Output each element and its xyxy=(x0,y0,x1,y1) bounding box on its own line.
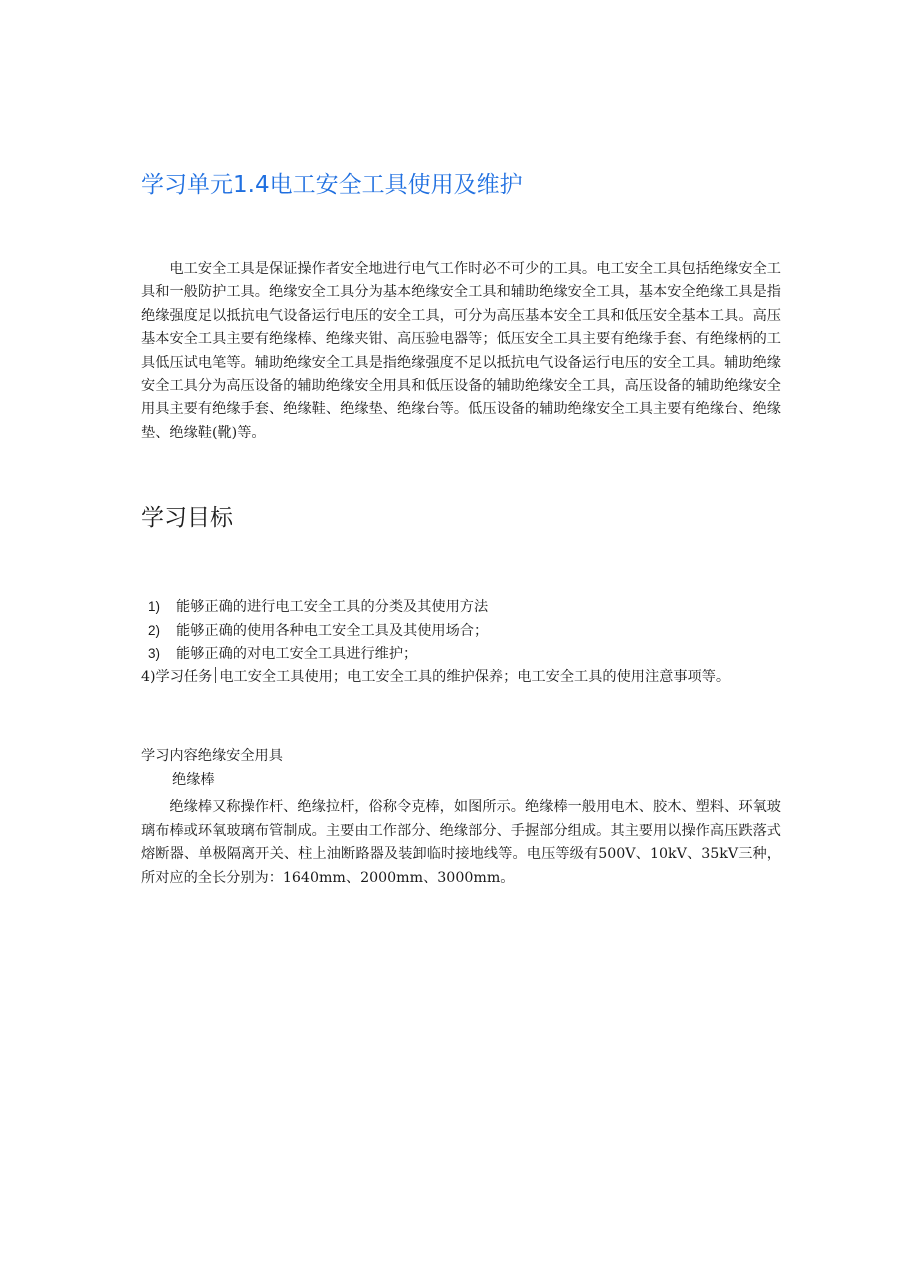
objective-text: 能够正确的使用各种电工安全工具及其使用场合； xyxy=(176,622,489,639)
objective-text: 能够正确的对电工安全工具进行维护； xyxy=(176,646,418,662)
insulating-rod-heading: 绝缘棒 xyxy=(172,772,215,788)
objective-number: 3) xyxy=(148,646,161,661)
objective-item xyxy=(148,619,488,643)
objective-item xyxy=(148,595,488,619)
objective-item xyxy=(148,642,488,666)
objective-number: 2) xyxy=(148,622,161,638)
objective-number: 1) xyxy=(148,599,161,614)
unit-title: 学习单元1.4电工安全工具使用及维护 xyxy=(141,172,523,198)
task-text: 电工安全工具使用；电工安全工具的维护保养；电工安全工具的使用注意事项等。 xyxy=(219,669,731,685)
content-heading: 学习内容绝缘安全用具 xyxy=(141,748,283,764)
learning-task xyxy=(141,666,781,689)
text-cursor-divider xyxy=(215,667,216,683)
intro-paragraph: 电工安全工具是保证操作者安全地进行电气工作时必不可少的工具。电工安全工具包括绝缘安全工具和一般防护工具。绝缘安全工具分为基本绝缘安全工具和辅助绝缘安全工具，基本安全绝缘工具是指绝缘强度足以抵抗电气设备运行电压的安全工具，可分为高压基本安全工具和低压安全基本工具。高压基本安全工具主要有绝缘棒、绝缘夹钳、高压验电器等；低压安全工具主要有绝缘手套、有绝缘柄的工具低压试电笔等。辅助绝缘安全工具是指绝缘强度不足以抵抗电气设备运行电压的安全工具。辅助绝缘安全工具分为高压设备的辅助绝缘安全用具和低压设备的辅助绝缘安全工具，高压设备的辅助绝缘安全用具主要有绝缘手套、绝缘鞋、绝缘垫、绝缘台等。低压设备的辅助绝缘安全工具主要有绝缘台、绝缘垫、绝缘鞋(靴)等。 xyxy=(141,261,781,441)
objectives-list xyxy=(148,595,488,666)
objectives-heading: 学习目标 xyxy=(141,505,233,531)
insulating-rod-paragraph: 绝缘棒又称操作杆、绝缘拉杆，俗称令克棒，如图所示。绝缘棒一般用电木、胶木、塑料、环氧玻璃布棒或环氧玻璃布管制成。主要由工作部分、绝缘部分、手握部分组成。其主要用以操作高压跌落式熔断器、单极隔离开关、柱上油断路器及装卸临时接地线等。电压等级有500V、10kV、35kV三种，所对应的全长分别为：1640mm、2000mm、3000mm。 xyxy=(141,799,781,886)
task-label: 4)学习任务 xyxy=(141,669,213,685)
objective-text: 能够正确的进行电工安全工具的分类及其使用方法 xyxy=(176,599,489,615)
